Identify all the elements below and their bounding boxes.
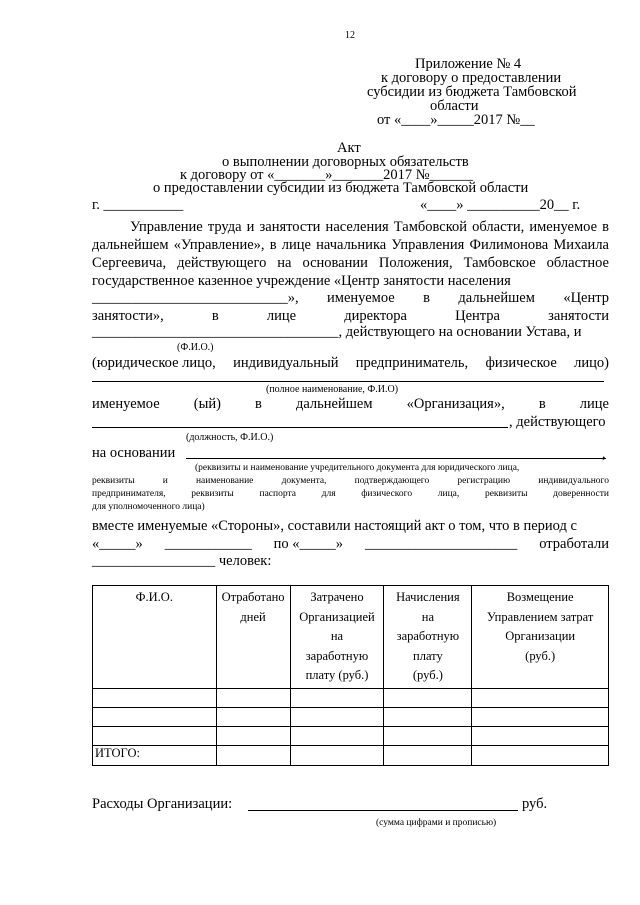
line-period [92, 536, 609, 553]
title-line-3: к договору от «_______»_______2017 №______ [180, 167, 474, 183]
line-organization [92, 396, 609, 413]
appendix-line-5: от «____»_____2017 №__ [377, 112, 535, 128]
caption-fullname: (полное наименование, Ф.И.О) [266, 384, 399, 395]
w: именуемое [327, 290, 395, 306]
title-line-1: Акт [337, 140, 361, 156]
header-text: Организацией [299, 609, 375, 624]
w: наименование [195, 476, 254, 486]
header-text: (руб.) [412, 668, 443, 682]
w: индивидуальный [233, 355, 339, 371]
title-line-2: о выполнении договорных обязательств [222, 154, 469, 170]
appendix-line-1: Приложение № 4 [415, 56, 522, 72]
table-row [93, 708, 609, 727]
header-text: заработную [305, 648, 369, 663]
line-ustav: __________________________________, действующего на основании Устава, и [92, 324, 582, 340]
col-header-compensation [472, 586, 609, 689]
header-text: на [330, 629, 344, 643]
col-header-days [216, 586, 290, 689]
line-basis: на основании [92, 445, 176, 461]
header-text: Возмещение [506, 590, 574, 604]
caption-fio: (Ф.И.О.) [177, 342, 214, 353]
line-acting: , действующего [509, 414, 606, 430]
caption-amount: (сумма цифрами и прописью) [376, 818, 497, 828]
w: доверенности [553, 489, 609, 499]
total-label: ИТОГО: [93, 746, 217, 766]
w: дальнейшем [458, 290, 535, 306]
w: в [423, 290, 430, 306]
header-text: плату (руб.) [305, 668, 369, 682]
col-header-fio [93, 586, 217, 689]
w: «Центр [563, 290, 609, 306]
w: занятости», [92, 308, 164, 324]
w: (юридическое лицо, [92, 355, 216, 371]
w: паспорта [259, 489, 296, 499]
w: «_____» [92, 536, 143, 552]
header-text: Начисления [396, 590, 460, 604]
header-text: Управлением затрат [486, 609, 594, 624]
w: по «_____» [273, 536, 344, 552]
w: документа, [281, 476, 327, 486]
w: физическое [485, 355, 557, 371]
expenses-blank-line [248, 810, 518, 811]
header-text: заработную [396, 629, 460, 643]
caption-requisites-4: для уполномоченного лица) [92, 502, 205, 512]
header-text: на [421, 609, 434, 624]
w: в [255, 396, 262, 412]
caption-requisites-1: (реквизиты и наименование учредительного документа для юридического лица, [195, 463, 520, 473]
table-row [93, 689, 609, 708]
w: регистрацию [457, 476, 511, 486]
basis-blank-line [186, 458, 606, 459]
table-total-row [93, 746, 609, 766]
w: ____________ [164, 536, 252, 552]
w: именуемое [92, 396, 160, 412]
w: лице [266, 308, 297, 324]
w: подтверждающего [354, 476, 430, 486]
w: в [211, 308, 219, 324]
w: Центра [455, 308, 500, 324]
line-people-count: _________________ человек: [92, 553, 272, 569]
header-text: дней [240, 609, 266, 624]
w: для [321, 489, 336, 499]
header-text: Ф.И.О. [135, 590, 173, 604]
city-field: г. ___________ [92, 197, 184, 213]
w: в [538, 396, 546, 412]
w: предпринимателя, [92, 489, 166, 499]
fullname-blank-line [92, 381, 604, 382]
w: лицо) [574, 355, 609, 371]
appendix-line-3: субсидии из бюджета Тамбовской [367, 84, 577, 100]
w: реквизиты [92, 476, 135, 486]
w: «Организация», [406, 396, 505, 412]
w: занятости [548, 308, 609, 324]
header-text: плату [413, 648, 443, 663]
paragraph-parties: Управление труда и занятости населения Тамбовской области, именуемое в дальнейшем «Управление», в лице начальника Управления Филимонова Михаила Сергеевича, действующего на основании Положения, Тамбовское областное государственное казенное учреждение «Центр занятости населения [92, 219, 609, 289]
w: _____________________ [365, 536, 518, 552]
w: директора [344, 308, 407, 324]
w: лице [579, 396, 609, 412]
table-header-row [93, 586, 609, 689]
caption-requisites-3 [92, 489, 609, 499]
appendix-line-4: области [430, 98, 479, 114]
header-text: Организации [505, 629, 576, 643]
appendix-line-2: к договору о предоставлении [381, 70, 562, 86]
line-center-name [92, 290, 609, 307]
line-director [92, 308, 609, 325]
w: предприниматель, [355, 355, 469, 371]
w: индивидуального [538, 476, 609, 486]
w: реквизиты [191, 489, 234, 499]
w: ___________________________», [92, 290, 299, 306]
table-row [93, 727, 609, 746]
results-table [92, 585, 609, 766]
caption-requisites-2 [92, 476, 609, 486]
w: (ый) [193, 396, 221, 412]
col-header-spent [290, 586, 384, 689]
position-blank-line [92, 427, 508, 428]
w: физического [361, 489, 413, 499]
header-text: (руб.) [525, 648, 556, 663]
w: реквизиты [484, 489, 528, 499]
line-entity-types [92, 355, 609, 372]
page-number: 12 [345, 30, 355, 41]
caption-position: (должность, Ф.И.О.) [186, 432, 274, 443]
w: лица, [437, 489, 460, 499]
w: дальнейшем [295, 396, 373, 412]
title-line-4: о предоставлении субсидии из бюджета Тамбовской области [153, 180, 529, 196]
header-text: Отработано [221, 590, 285, 604]
expenses-currency: руб. [522, 796, 548, 812]
line-together: вместе именуемые «Стороны», составили настоящий акт о том, что в период с [92, 518, 577, 534]
col-header-accruals [384, 586, 472, 689]
w: и [162, 476, 168, 486]
basis-comma: , [602, 446, 606, 462]
header-text: Затрачено [310, 590, 364, 604]
w: отработали [539, 536, 609, 552]
expenses-label: Расходы Организации: [92, 796, 233, 812]
date-field: «____» __________20__ г. [420, 197, 581, 213]
